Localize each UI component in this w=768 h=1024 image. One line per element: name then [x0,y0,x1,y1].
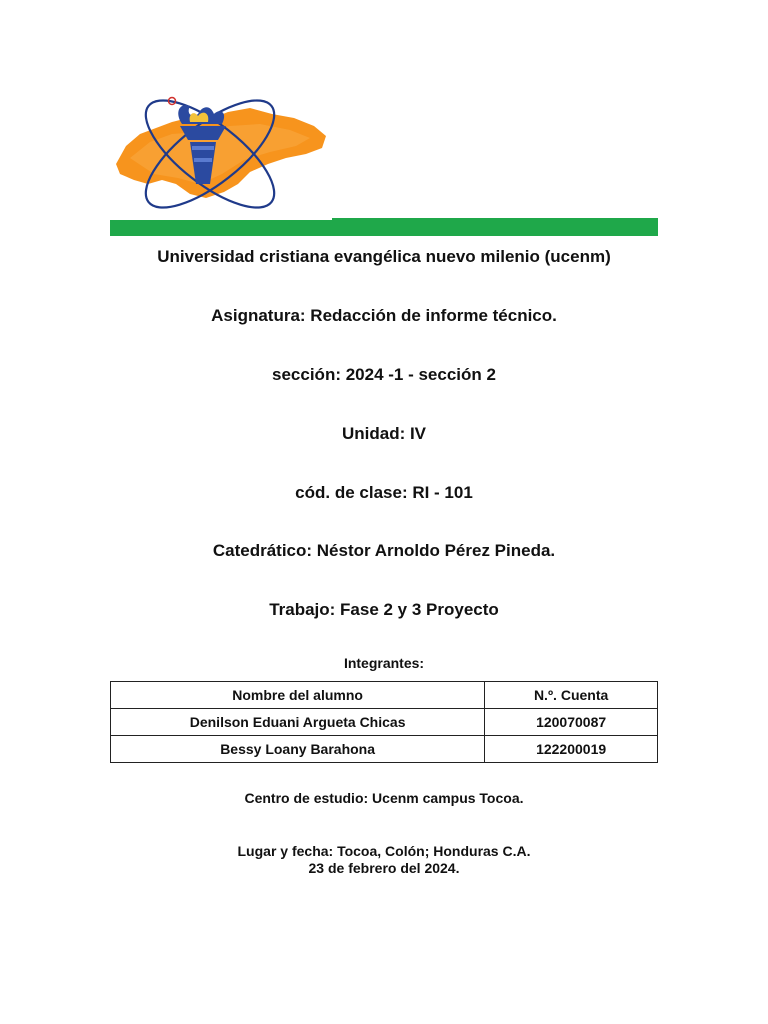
table-cell-name: Denilson Eduani Argueta Chicas [111,709,485,736]
assignment-line: Trabajo: Fase 2 y 3 Proyecto [269,600,499,619]
section-line: sección: 2024 -1 - sección 2 [272,365,496,384]
members-table [110,681,658,763]
university-name: Universidad cristiana evangélica nuevo milenio (ucenm) [157,247,611,266]
header-green-bar [110,218,658,236]
subject-line: Asignatura: Redacción de informe técnico. [211,306,557,325]
table-header-row [111,682,658,709]
table-cell-name: Bessy Loany Barahona [111,736,485,763]
place-line: Lugar y fecha: Tocoa, Colón; Honduras C.A. [237,843,531,859]
table-header-name: Nombre del alumno [111,682,485,709]
study-center-line: Centro de estudio: Ucenm campus Tocoa. [244,790,524,806]
table-header-account: N.º. Cuenta [485,682,658,709]
ucenm-logo [110,88,332,220]
table-row [111,709,658,736]
table-row [111,736,658,763]
unit-line: Unidad: IV [341,424,427,443]
date-line: 23 de febrero del 2024. [308,860,460,876]
table-cell-account: 122200019 [485,736,658,763]
class-code-line: cód. de clase: RI - 101 [295,483,473,502]
professor-line: Catedrático: Néstor Arnoldo Pérez Pineda. [212,541,556,560]
members-title: Integrantes: [343,655,425,671]
table-cell-account: 120070087 [485,709,658,736]
